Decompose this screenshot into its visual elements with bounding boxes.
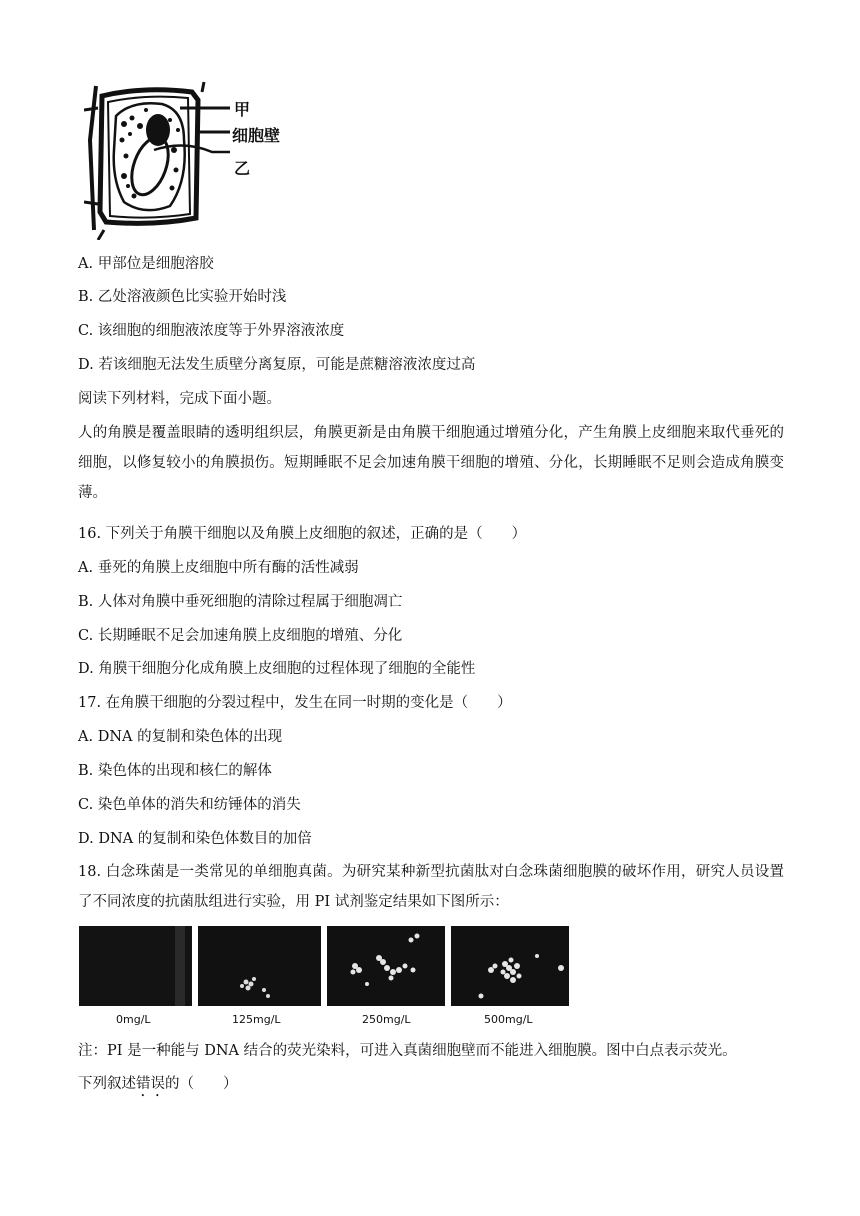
micro-label-250: 250mg/L xyxy=(362,1013,411,1026)
plant-cell-figure xyxy=(84,80,296,240)
q15-option-d: D. 若该细胞无法发生质壁分离复原，可能是蔗糖溶液浓度过高 xyxy=(78,357,476,373)
reading-material: 人的角膜是覆盖眼睛的透明组织层，角膜更新是由角膜干细胞通过增殖分化，产生角膜上皮细胞来取代垂死的细胞，以修复较小的角膜损伤。短期睡眠不足会加速角膜干细胞的增殖、分化，长期睡眠不足则会造成角膜变薄。 xyxy=(78,425,784,501)
q15-option-c: C. 该细胞的细胞液浓度等于外界溶液浓度 xyxy=(78,323,345,339)
q17-option-b: B. 染色体的出现和核仁的解体 xyxy=(78,763,272,779)
reading-intro: 阅读下列材料，完成下面小题。 xyxy=(78,391,281,407)
q17-option-a: A. DNA 的复制和染色体的出现 xyxy=(78,729,283,745)
label-yi: 乙 xyxy=(234,159,251,178)
q15-option-a: A. 甲部位是细胞溶胶 xyxy=(78,256,214,272)
q18-question xyxy=(78,1074,238,1100)
q18-note: 注：PI 是一种能与 DNA 结合的荧光染料，可进入真菌细胞壁而不能进入细胞膜。图中白点表示荧光。 xyxy=(78,1043,737,1059)
label-cell-wall: 细胞壁 xyxy=(232,126,281,145)
micro-panel-500 xyxy=(451,926,569,1006)
q16-option-a: A. 垂死的角膜上皮细胞中所有酶的活性减弱 xyxy=(78,560,359,576)
q16-option-b: B. 人体对角膜中垂死细胞的清除过程属于细胞凋亡 xyxy=(78,594,403,610)
q18-question-suffix: 的（ ） xyxy=(165,1076,238,1092)
label-jia: 甲 xyxy=(234,100,251,119)
q17-option-c: C. 染色单体的消失和纺锤体的消失 xyxy=(78,797,301,813)
micro-label-500: 500mg/L xyxy=(484,1013,533,1026)
q16-option-d: D. 角膜干细胞分化成角膜上皮细胞的过程体现了细胞的全能性 xyxy=(78,661,476,677)
q16-stem: 16. 下列关于角膜干细胞以及角膜上皮细胞的叙述，正确的是（ ） xyxy=(78,526,527,542)
q17-option-d: D. DNA 的复制和染色体数目的加倍 xyxy=(78,831,312,847)
q18-question-emphasis: 错误 xyxy=(136,1076,165,1092)
q17-stem: 17. 在角膜干细胞的分裂过程中，发生在同一时期的变化是（ ） xyxy=(78,695,512,711)
q16-option-c: C. 长期睡眠不足会加速角膜上皮细胞的增殖、分化 xyxy=(78,628,403,644)
micro-label-125: 125mg/L xyxy=(232,1013,281,1026)
micro-panel-0 xyxy=(79,926,192,1006)
q18-stem: 18. 白念珠菌是一类常见的单细胞真菌。为研究某种新型抗菌肽对白念珠菌细胞膜的破坏作用，研究人员设置了不同浓度的抗菌肽组进行实验，用 PI 试剂鉴定结果如下图所示： xyxy=(78,864,784,910)
q18-question-prefix: 下列叙述 xyxy=(78,1076,136,1092)
micro-label-0: 0mg/L xyxy=(116,1013,151,1026)
micro-panel-125 xyxy=(198,926,321,1006)
micro-panel-250 xyxy=(327,926,445,1006)
q15-option-b: B. 乙处溶液颜色比实验开始时浅 xyxy=(78,289,287,305)
